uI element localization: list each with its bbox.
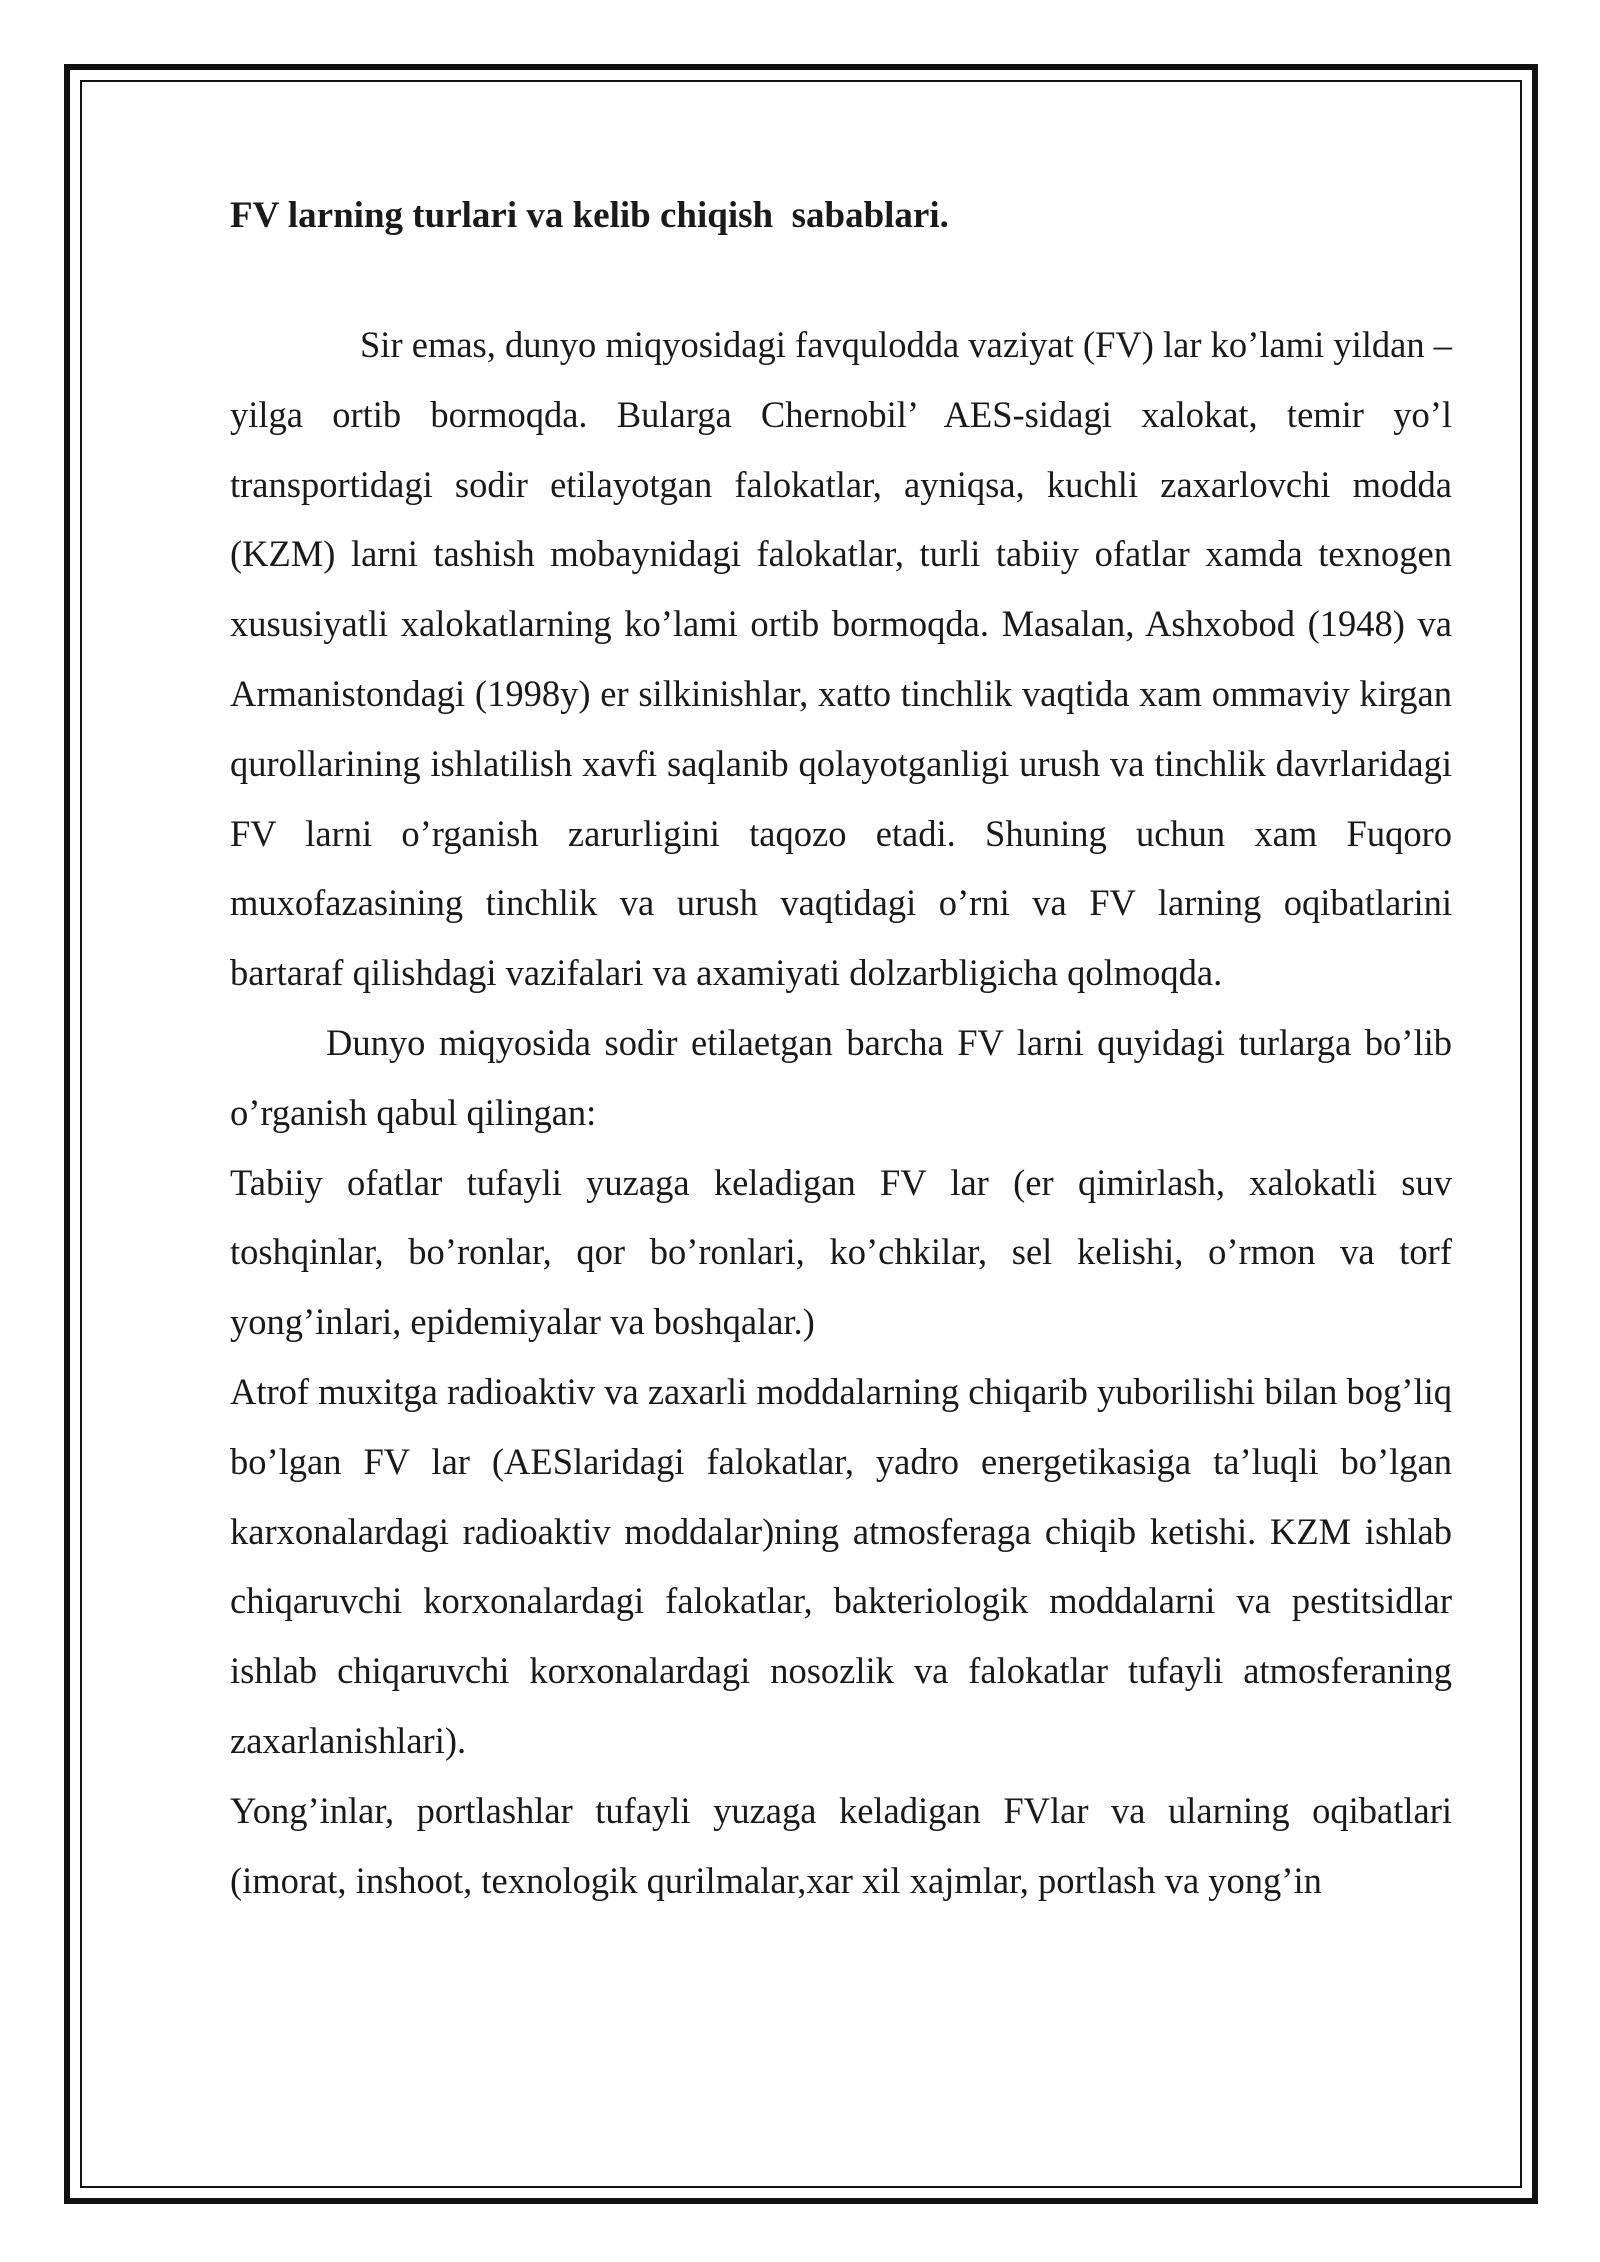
document-body — [230, 190, 1452, 1915]
paragraph-fires-explosions: Yong’inlar, portlashlar tufayli yuzaga keladigan FVlar va ularning oqibatlari (imorat, inshoot, texnologik qurilmalar,xar xil xajmlar, portlash va yong’in — [230, 1789, 1452, 1901]
paragraph-natural-disasters: Tabiiy ofatlar tufayli yuzaga keladigan FV lar (er qimirlash, xalokatli suv toshqinlar, bo’ronlar, qor bo’ronlari, ko’chkilar, sel kelishi, o’rmon va torf yong’inlari, epidemiyalar va boshqalar.) — [230, 1161, 1452, 1343]
paragraph-classification: Dunyo miqyosida sodir etilaetgan barcha FV larni quyidagi turlarga bo’lib o’rganish qabul qilingan: — [230, 1021, 1452, 1133]
document-title: FV larning turlari va kelib chiqish sabablari. — [230, 195, 949, 236]
paragraph-radioactive-toxic: Atrof muxitga radioaktiv va zaxarli moddalarning chiqarib yuborilishi bilan bog’liq bo’lgan FV lar (AESlaridagi falokatlar, yadro energetikasiga ta’luqli bo’lgan karxonalardagi radioaktiv moddalar)ning atmosferaga chiqib ketishi. KZM ishlab chiqaruvchi korxonalardagi falokatlar, bakteriologik moddalarni va pestitsidlar ishlab chiqaruvchi korxonalardagi nosozlik va falokatlar tufayli atmosferaning zaxarlanishlari). — [230, 1370, 1452, 1761]
paragraph-intro: Sir emas, dunyo miqyosidagi favqulodda vaziyat (FV) lar ko’lami yildan – yilga ortib bormoqda. Bularga Chernobil’ AES-sidagi xalokat, temir yo’l transportidagi sodir etilayotgan falokatlar, ayniqsa, kuchli zaxarlovchi modda (KZM) larni tashish mobaynidagi falokatlar, turli tabiiy ofatlar xamda texnogen xususiyatli xalokatlarning ko’lami ortib bormoqda. Masalan, Ashxobod (1948) va Armanistondagi (1998y) er silkinishlar, xatto tinchlik vaqtida xam ommaviy kirgan qurollarining ishlatilish xavfi saqlanib qolayotganligi urush va tinchlik davrlaridagi FV larni o’rganish zarurligini taqozo etadi. Shuning uchun xam Fuqoro muxofazasining tinchlik va urush vaqtidagi o’rni va FV larning oqibatlarini bartaraf qilishdagi vazifalari va axamiyati dolzarbligicha qolmoqda. — [230, 324, 1452, 994]
